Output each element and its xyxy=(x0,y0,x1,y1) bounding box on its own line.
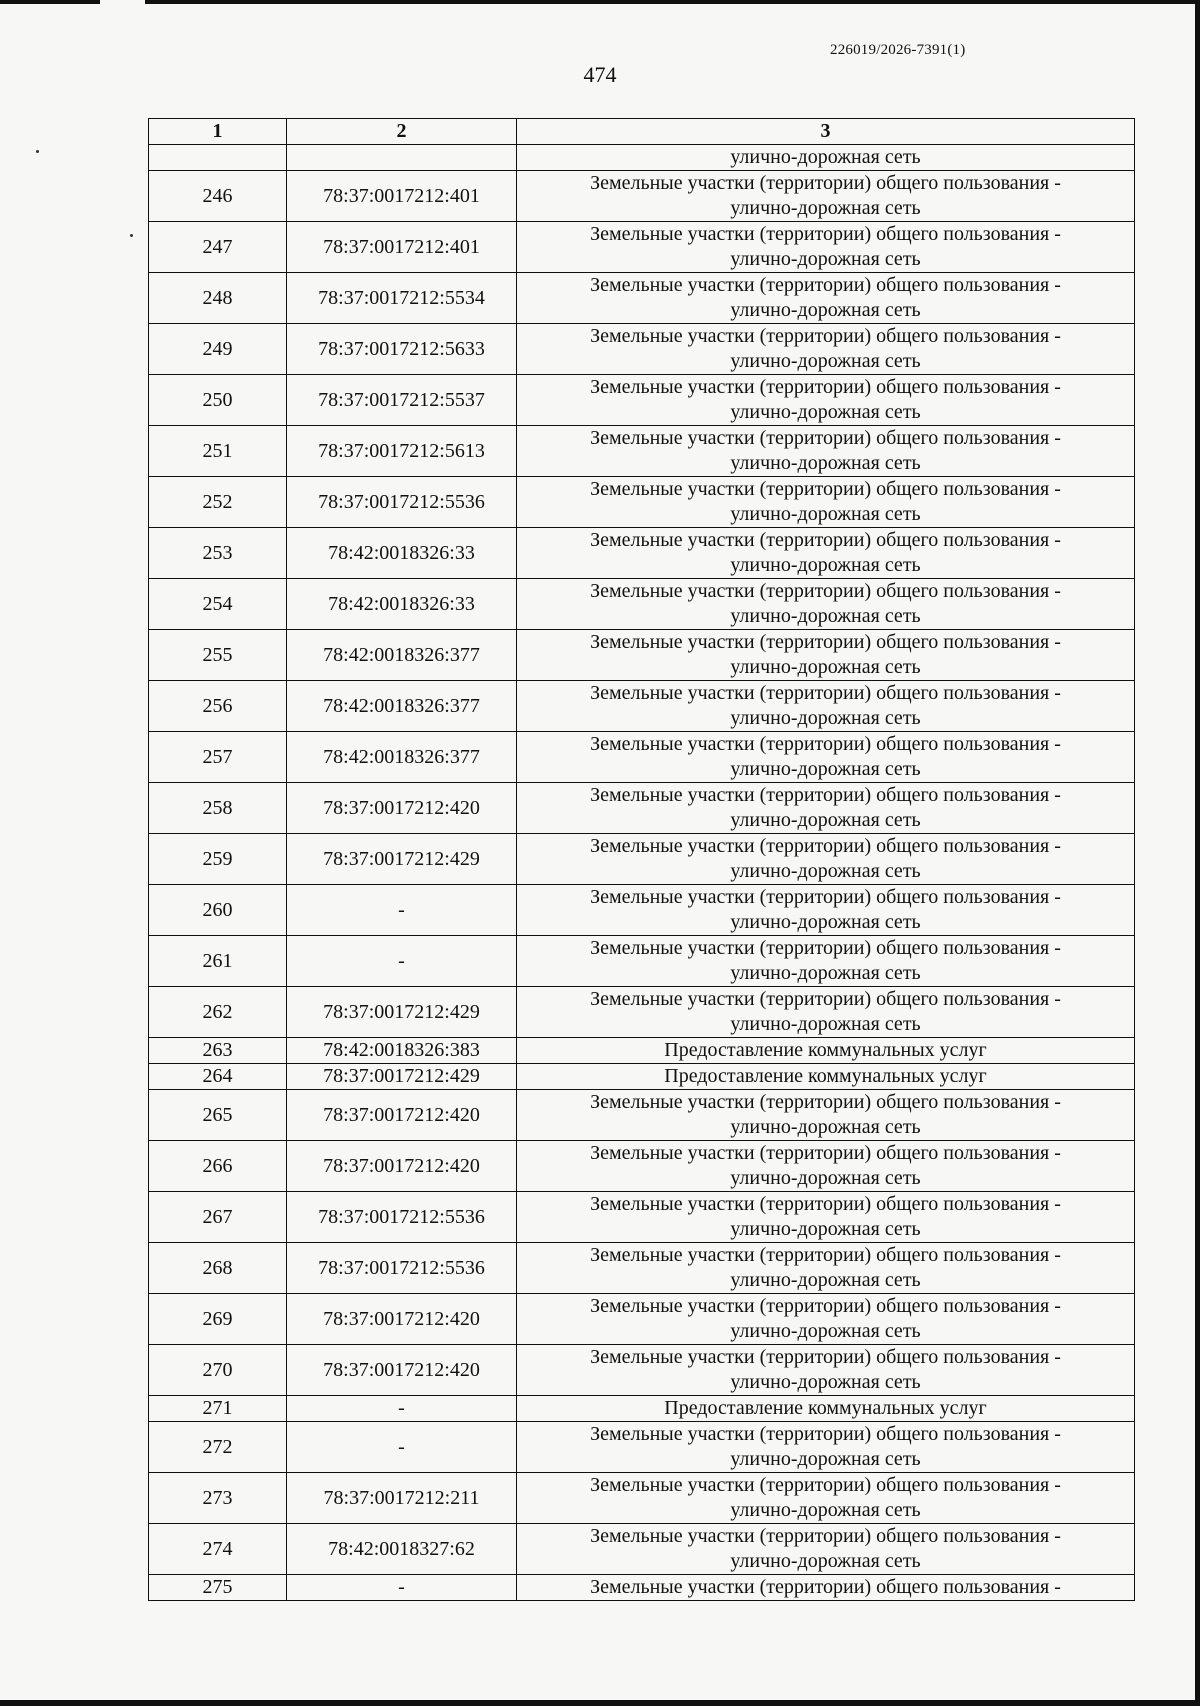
purpose-line-1: Земельные участки (территории) общего пользования - xyxy=(590,223,1061,245)
table-row xyxy=(149,222,1135,273)
purpose-line-2: улично-дорожная сеть xyxy=(730,707,921,729)
purpose-line-2: улично-дорожная сеть xyxy=(730,1371,921,1393)
purpose-line-2: улично-дорожная сеть xyxy=(730,554,921,576)
purpose-line-1: Земельные участки (территории) общего пользования - xyxy=(590,886,1061,908)
row-number-cell: 266 xyxy=(149,1141,287,1192)
row-number-cell: 274 xyxy=(149,1524,287,1575)
purpose-line-2: улично-дорожная сеть xyxy=(730,1167,921,1189)
cadastral-number-cell: 78:42:0018326:377 xyxy=(287,732,517,783)
cadastral-number-cell: 78:42:0018326:377 xyxy=(287,630,517,681)
land-use-purpose-cell xyxy=(517,987,1135,1038)
purpose-line-1: Земельные участки (территории) общего пользования - xyxy=(590,1193,1061,1215)
row-number-cell: 262 xyxy=(149,987,287,1038)
continuation-row xyxy=(149,145,1135,171)
scan-edge-right xyxy=(1195,0,1200,1706)
row-number-cell: 258 xyxy=(149,783,287,834)
purpose-line-1: Предоставление коммунальных услуг xyxy=(664,1397,987,1419)
purpose-line-2: улично-дорожная сеть xyxy=(730,401,921,423)
table-row xyxy=(149,579,1135,630)
land-use-purpose-cell xyxy=(517,1396,1135,1422)
purpose-line-1: Земельные участки (территории) общего пользования - xyxy=(590,1423,1061,1445)
cadastral-number-cell: 78:37:0017212:429 xyxy=(287,834,517,885)
cadastral-number-cell: 78:37:0017212:420 xyxy=(287,1141,517,1192)
land-use-purpose-cell xyxy=(517,1345,1135,1396)
header-row xyxy=(149,119,1135,145)
table-row xyxy=(149,987,1135,1038)
row-number-cell: 249 xyxy=(149,324,287,375)
purpose-line-1: Предоставление коммунальных услуг xyxy=(664,1039,987,1061)
row-number-cell: 275 xyxy=(149,1575,287,1601)
cadastral-number-cell: 78:42:0018326:377 xyxy=(287,681,517,732)
row-number-cell: 254 xyxy=(149,579,287,630)
land-use-purpose-cell xyxy=(517,1473,1135,1524)
land-use-purpose-cell xyxy=(517,936,1135,987)
land-use-purpose-cell xyxy=(517,1141,1135,1192)
purpose-line-1: Земельные участки (территории) общего пользования - xyxy=(590,478,1061,500)
table-row xyxy=(149,1243,1135,1294)
cadastral-number-cell: 78:42:0018326:33 xyxy=(287,528,517,579)
table-row xyxy=(149,834,1135,885)
purpose-line-1: Земельные участки (территории) общего пользования - xyxy=(590,376,1061,398)
purpose-line-2: улично-дорожная сеть xyxy=(730,197,921,219)
purpose-line-1: Земельные участки (территории) общего пользования - xyxy=(590,937,1061,959)
purpose-line-2: улично-дорожная сеть xyxy=(730,452,921,474)
purpose-line-2: улично-дорожная сеть xyxy=(730,1320,921,1342)
cadastral-number-cell: 78:37:0017212:5534 xyxy=(287,273,517,324)
table-row xyxy=(149,1038,1135,1064)
land-use-purpose-cell xyxy=(517,783,1135,834)
row-number-cell: 247 xyxy=(149,222,287,273)
row-number-cell: 260 xyxy=(149,885,287,936)
land-use-purpose-cell xyxy=(517,1294,1135,1345)
table-row xyxy=(149,1141,1135,1192)
scan-edge-top xyxy=(0,0,1200,4)
purpose-line-1: Земельные участки (территории) общего пользования - xyxy=(590,274,1061,296)
purpose-line-1: Земельные участки (территории) общего пользования - xyxy=(590,784,1061,806)
row-number-cell: 268 xyxy=(149,1243,287,1294)
table-row xyxy=(149,426,1135,477)
scan-edge-gap xyxy=(100,0,145,4)
purpose-line-1: Земельные участки (территории) общего пользования - xyxy=(590,1474,1061,1496)
table-row xyxy=(149,1575,1135,1601)
table-row xyxy=(149,630,1135,681)
purpose-line-2: улично-дорожная сеть xyxy=(730,656,921,678)
cadastral-number-cell: 78:37:0017212:5633 xyxy=(287,324,517,375)
cadastral-number-cell: 78:37:0017212:429 xyxy=(287,987,517,1038)
table-row xyxy=(149,1422,1135,1473)
purpose-line-2: улично-дорожная сеть xyxy=(730,1013,921,1035)
purpose-line-1: Земельные участки (территории) общего пользования - xyxy=(590,529,1061,551)
row-number-cell: 264 xyxy=(149,1064,287,1090)
cadastral-number-cell: 78:37:0017212:420 xyxy=(287,783,517,834)
row-number-cell: 271 xyxy=(149,1396,287,1422)
land-use-purpose-cell xyxy=(517,885,1135,936)
cadastral-number-cell: 78:37:0017212:5536 xyxy=(287,1192,517,1243)
row-number-cell: 257 xyxy=(149,732,287,783)
cadastral-number-cell: 78:37:0017212:5613 xyxy=(287,426,517,477)
table-row xyxy=(149,1294,1135,1345)
land-use-purpose-cell xyxy=(517,1090,1135,1141)
continuation-number-cell xyxy=(149,145,287,171)
cadastral-number-cell: - xyxy=(287,936,517,987)
purpose-line-2: улично-дорожная сеть xyxy=(730,1269,921,1291)
table-row xyxy=(149,324,1135,375)
row-number-cell: 261 xyxy=(149,936,287,987)
row-number-cell: 272 xyxy=(149,1422,287,1473)
land-use-purpose-cell xyxy=(517,273,1135,324)
land-use-purpose-cell xyxy=(517,477,1135,528)
table-row xyxy=(149,273,1135,324)
purpose-line-1: Предоставление коммунальных услуг xyxy=(664,1065,987,1087)
land-use-purpose-cell xyxy=(517,426,1135,477)
row-number-cell: 252 xyxy=(149,477,287,528)
row-number-cell: 273 xyxy=(149,1473,287,1524)
column-header-cadastral: 2 xyxy=(287,119,517,145)
purpose-line-1: Земельные участки (территории) общего пользования - xyxy=(590,580,1061,602)
purpose-line-2: улично-дорожная сеть xyxy=(730,248,921,270)
table-row xyxy=(149,681,1135,732)
land-use-purpose-cell xyxy=(517,222,1135,273)
purpose-line-1: Земельные участки (территории) общего пользования - xyxy=(590,631,1061,653)
row-number-cell: 248 xyxy=(149,273,287,324)
purpose-line-1: Земельные участки (территории) общего пользования - xyxy=(590,733,1061,755)
purpose-line-2: улично-дорожная сеть xyxy=(730,299,921,321)
land-use-purpose-cell xyxy=(517,630,1135,681)
cadastral-number-cell: 78:37:0017212:420 xyxy=(287,1294,517,1345)
table-row xyxy=(149,1345,1135,1396)
purpose-line-2: улично-дорожная сеть xyxy=(730,1218,921,1240)
cadastral-number-cell: 78:37:0017212:429 xyxy=(287,1064,517,1090)
cadastral-number-cell: 78:37:0017212:5536 xyxy=(287,1243,517,1294)
page-number: 474 xyxy=(583,62,617,87)
cadastral-number-cell: - xyxy=(287,1396,517,1422)
land-use-purpose-cell xyxy=(517,732,1135,783)
row-number-cell: 263 xyxy=(149,1038,287,1064)
table-row xyxy=(149,885,1135,936)
continuation-purpose-cell: улично-дорожная сеть xyxy=(517,145,1135,171)
purpose-line-2: улично-дорожная сеть xyxy=(730,605,921,627)
registry-table xyxy=(148,118,1135,1601)
cadastral-number-cell: 78:37:0017212:5537 xyxy=(287,375,517,426)
purpose-line-1: Земельные участки (территории) общего пользования - xyxy=(590,682,1061,704)
purpose-line-2: улично-дорожная сеть xyxy=(730,962,921,984)
land-use-purpose-cell xyxy=(517,1575,1135,1601)
table-row xyxy=(149,1192,1135,1243)
purpose-line-1: Земельные участки (территории) общего пользования - xyxy=(590,988,1061,1010)
column-header-number: 1 xyxy=(149,119,287,145)
land-use-purpose-cell xyxy=(517,1064,1135,1090)
table-row xyxy=(149,732,1135,783)
table-row xyxy=(149,528,1135,579)
purpose-line-1: Земельные участки (территории) общего пользования - xyxy=(590,1244,1061,1266)
table-row xyxy=(149,783,1135,834)
table-row xyxy=(149,1524,1135,1575)
column-header-purpose: 3 xyxy=(517,119,1135,145)
table-row xyxy=(149,1090,1135,1141)
land-use-purpose-cell xyxy=(517,324,1135,375)
row-number-cell: 256 xyxy=(149,681,287,732)
row-number-cell: 250 xyxy=(149,375,287,426)
cadastral-number-cell: 78:37:0017212:211 xyxy=(287,1473,517,1524)
purpose-line-1: Земельные участки (территории) общего пользования - xyxy=(590,325,1061,347)
scan-speck xyxy=(130,234,133,237)
purpose-line-1: Земельные участки (территории) общего пользования - xyxy=(590,1142,1061,1164)
row-number-cell: 270 xyxy=(149,1345,287,1396)
purpose-line-1: Земельные участки (территории) общего пользования - xyxy=(590,172,1061,194)
table-row xyxy=(149,171,1135,222)
cadastral-number-cell: - xyxy=(287,1422,517,1473)
land-use-purpose-cell xyxy=(517,834,1135,885)
cadastral-number-cell: 78:37:0017212:5536 xyxy=(287,477,517,528)
purpose-line-2: улично-дорожная сеть xyxy=(730,1448,921,1470)
table-body xyxy=(149,145,1135,1601)
land-use-purpose-cell xyxy=(517,579,1135,630)
purpose-line-2: улично-дорожная сеть xyxy=(730,758,921,780)
land-use-purpose-cell xyxy=(517,1038,1135,1064)
purpose-line-2: улично-дорожная сеть xyxy=(730,911,921,933)
purpose-line-2: улично-дорожная сеть xyxy=(730,1499,921,1521)
cadastral-number-cell: 78:42:0018326:33 xyxy=(287,579,517,630)
cadastral-number-cell: 78:37:0017212:420 xyxy=(287,1345,517,1396)
cadastral-number-cell: 78:37:0017212:420 xyxy=(287,1090,517,1141)
row-number-cell: 267 xyxy=(149,1192,287,1243)
scan-speck xyxy=(36,150,39,153)
purpose-line-2: улично-дорожная сеть xyxy=(730,860,921,882)
land-use-purpose-cell xyxy=(517,528,1135,579)
land-use-purpose-cell xyxy=(517,1192,1135,1243)
land-use-purpose-cell xyxy=(517,375,1135,426)
cadastral-number-cell: - xyxy=(287,1575,517,1601)
land-use-purpose-cell xyxy=(517,171,1135,222)
cadastral-number-cell: 78:42:0018327:62 xyxy=(287,1524,517,1575)
scan-edge-bottom xyxy=(0,1700,1200,1706)
table-row xyxy=(149,477,1135,528)
cadastral-number-cell: - xyxy=(287,885,517,936)
cadastral-number-cell: 78:42:0018326:383 xyxy=(287,1038,517,1064)
row-number-cell: 253 xyxy=(149,528,287,579)
document-reference: 226019/2026-7391(1) xyxy=(830,42,966,58)
purpose-line-1: Земельные участки (территории) общего пользования - xyxy=(590,427,1061,449)
purpose-line-2: улично-дорожная сеть xyxy=(730,503,921,525)
purpose-line-2: улично-дорожная сеть xyxy=(730,1550,921,1572)
table-row xyxy=(149,1396,1135,1422)
purpose-line-1: Земельные участки (территории) общего пользования - xyxy=(590,835,1061,857)
row-number-cell: 259 xyxy=(149,834,287,885)
land-use-purpose-cell xyxy=(517,1243,1135,1294)
continuation-cadastral-cell xyxy=(287,145,517,171)
purpose-line-1: Земельные участки (территории) общего пользования - xyxy=(590,1295,1061,1317)
table-row xyxy=(149,1473,1135,1524)
row-number-cell: 246 xyxy=(149,171,287,222)
land-use-purpose-cell xyxy=(517,1524,1135,1575)
land-use-purpose-cell xyxy=(517,681,1135,732)
purpose-line-2: улично-дорожная сеть xyxy=(730,809,921,831)
purpose-line-1: Земельные участки (территории) общего пользования - xyxy=(590,1091,1061,1113)
purpose-line-1: Земельные участки (территории) общего пользования - xyxy=(590,1576,1061,1598)
row-number-cell: 269 xyxy=(149,1294,287,1345)
table-row xyxy=(149,375,1135,426)
table-row xyxy=(149,1064,1135,1090)
row-number-cell: 255 xyxy=(149,630,287,681)
row-number-cell: 251 xyxy=(149,426,287,477)
purpose-line-2: улично-дорожная сеть xyxy=(730,1116,921,1138)
purpose-line-1: Земельные участки (территории) общего пользования - xyxy=(590,1346,1061,1368)
cadastral-number-cell: 78:37:0017212:401 xyxy=(287,171,517,222)
table-row xyxy=(149,936,1135,987)
cadastral-number-cell: 78:37:0017212:401 xyxy=(287,222,517,273)
purpose-line-1: Земельные участки (территории) общего пользования - xyxy=(590,1525,1061,1547)
land-use-purpose-cell xyxy=(517,1422,1135,1473)
row-number-cell: 265 xyxy=(149,1090,287,1141)
purpose-line-2: улично-дорожная сеть xyxy=(730,350,921,372)
